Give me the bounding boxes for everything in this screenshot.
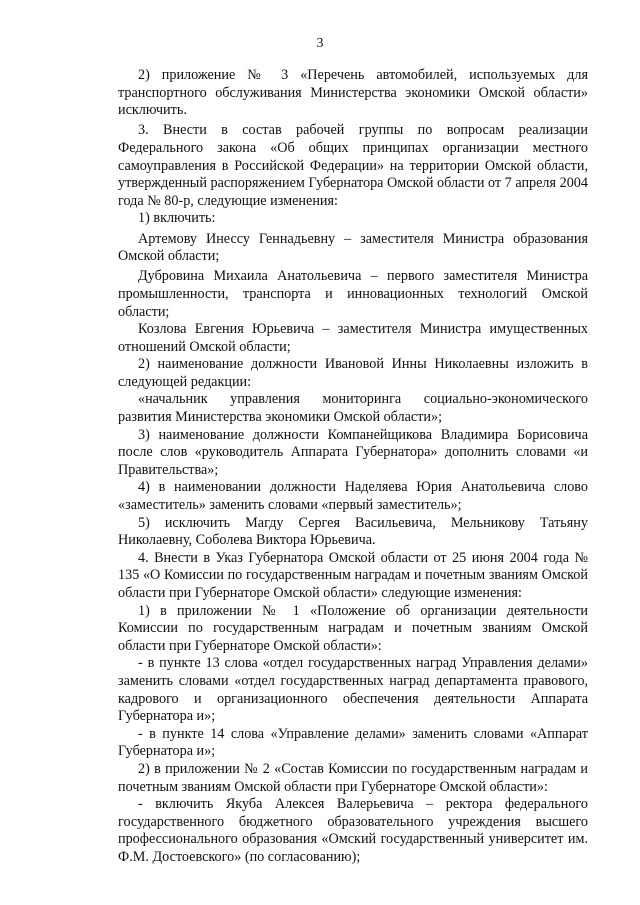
paragraph: 1) включить: [138, 210, 216, 227]
paragraph: «начальник управления мониторинга социально-экономического развития Министерства экономики Омской области»; [118, 391, 588, 426]
document-body [118, 67, 588, 867]
paragraph: Козлова Евгения Юрьевича – заместителя Министра имущественных отношений Омской области; [118, 321, 588, 355]
paragraph: 3. Внести в состав рабочей группы по вопросам реализации Федерального закона «Об общих принципах организации местного самоуправления в Российской Федерации» на территории Омской области, утвержденный распоряжением Губернатора Омской области от 7 апреля 2004 года № 80-р, следующие изменения: [118, 122, 588, 209]
paragraph: 2) в приложении № 2 «Состав Комиссии по государственным наградам и почетным званиям Омской области при Губернаторе Омской области»: [118, 760, 588, 795]
paragraph: 4. Внести в Указ Губернатора Омской области от 25 июня 2004 года № 135 «О Комиссии по государственным наградам и почетным званиям Омской области при Губернаторе Омской области» следующие изменения: [118, 549, 588, 601]
paragraph: 4) в наименовании должности Наделяева Юрия Анатольевича слово «заместитель» заменить словами «первый заместитель»; [118, 479, 588, 514]
paragraph: 1) в приложении № 1 «Положение об организации деятельности Комиссии по государственным наградам и почетным званиям Омской области при Губернаторе Омской области»: [118, 602, 588, 654]
page-number: 3 [316, 36, 324, 51]
paragraph: - в пункте 13 слова «отдел государственных наград Управления делами» заменить словами «отдел государственных наград департамента правового, кадрового и организационного обеспечения деятельности Аппарата Губернатора и»; [118, 655, 588, 725]
paragraph: 2) приложение № 3 «Перечень автомобилей, используемых для транспортного обслуживания Министерства экономики Омской области» исключить. [118, 67, 588, 119]
paragraph: - включить Якуба Алексея Валерьевича – ректора федерального государственного бюджетного образовательного учреждения высшего профессионального образования «Омский государственный университет им. Ф.М. Достоевского» (по согласованию); [118, 796, 588, 865]
paragraph: Артемову Инессу Геннадьевну – заместителя Министра образования Омской области; [118, 230, 588, 265]
paragraph: Дубровина Михаила Анатольевича – первого заместителя Министра промышленности, транспорта и инновационных технологий Омской области; [118, 268, 588, 320]
paragraph: 2) наименование должности Ивановой Инны Николаевны изложить в следующей редакции: [118, 356, 588, 390]
paragraph: 3) наименование должности Компанейщикова Владимира Борисовича после слов «руководитель Аппарата Губернатора» дополнить словами «и Правительства»; [118, 426, 588, 478]
paragraph: 5) исключить Магду Сергея Васильевича, Мельникову Татьяну Николаевну, Соболева Виктора Юрьевича. [118, 514, 588, 549]
paragraph: - в пункте 14 слова «Управление делами» заменить словами «Аппарат Губернатора и»; [118, 725, 588, 760]
